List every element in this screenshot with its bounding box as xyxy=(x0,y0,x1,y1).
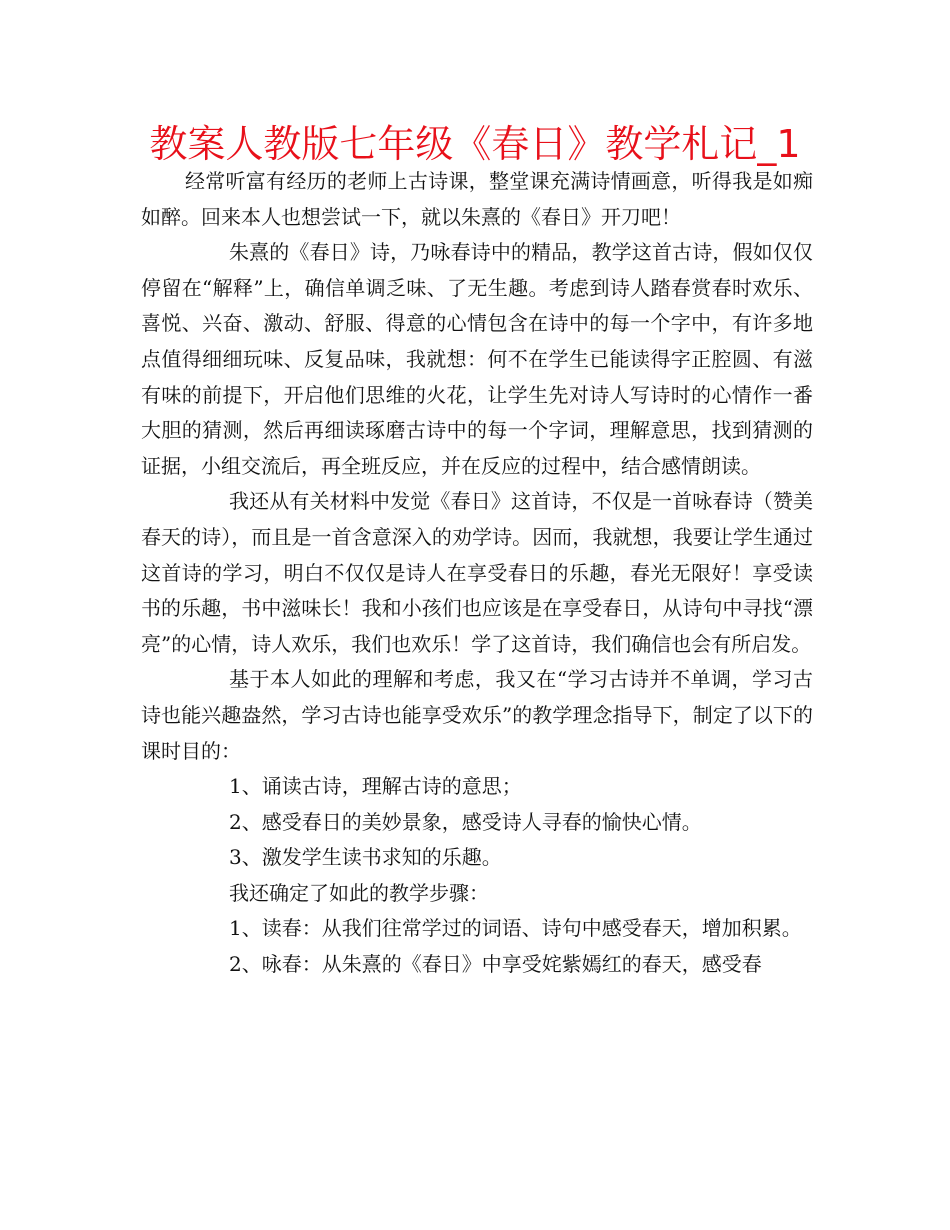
step-item: 1、读春：从我们往常学过的词语、诗句中感受春天，增加积累。 xyxy=(229,916,802,941)
step-item: 2、咏春：从朱熹的《春日》中享受姹紫嫣红的春天，感受春 xyxy=(229,952,762,977)
paragraph-encouragement: 我还从有关材料中发觉《春日》这首诗，不仅是一首咏春诗（赞美春天的诗），而且是一首含意深入的劝学诗。因而，我就想，我要让学生通过这首诗的学习，明白不仅仅是诗人在享受春日的乐趣，春光无限好！享受读书的乐趣，书中滋味长！我和小孩们也应该是在享受春日，从诗句中寻找“漂亮”的心情，诗人欢乐，我们也欢乐！学了这首诗，我们确信也会有所启发。 xyxy=(141,489,813,656)
document-title: 教案人教版七年级《春日》教学札记_1 xyxy=(149,122,801,166)
paragraph-intro: 经常听富有经历的老师上古诗课，整堂课充满诗情画意，听得我是如痴如醉。回来本人也想尝试一下，就以朱熹的《春日》开刀吧！ xyxy=(141,169,813,229)
objective-item: 2、感受春日的美妙景象，感受诗人寻春的愉快心情。 xyxy=(229,809,702,834)
paragraph-objectives-intro: 基于本人如此的理解和考虑，我又在“学习古诗并不单调，学习古诗也能兴趣盎然，学习古诗也能享受欢乐”的教学理念指导下，制定了以下的课时目的： xyxy=(141,667,813,763)
objective-item: 3、激发学生读书求知的乐趣。 xyxy=(229,845,502,870)
document-body xyxy=(141,164,813,983)
paragraph-poem-analysis: 朱熹的《春日》诗，乃咏春诗中的精品，教学这首古诗，假如仅仅停留在“解释”上，确信单调乏味、了无生趣。考虑到诗人踏春赏春时欢乐、喜悦、兴奋、激动、舒服、得意的心情包含在诗中的每一个字中，有许多地点值得细细玩味、反复品味，我就想：何不在学生已能读得字正腔圆、有滋有味的前提下，开启他们思维的火花，让学生先对诗人写诗时的心情作一番大胆的猜测，然后再细读琢磨古诗中的每一个字词，理解意思，找到猜测的证据，小组交流后，再全班反应，并在反应的过程中，结合感情朗读。 xyxy=(141,240,813,478)
objective-item: 1、诵读古诗，理解古诗的意思； xyxy=(229,774,522,799)
steps-intro: 我还确定了如此的教学步骤： xyxy=(229,880,489,905)
